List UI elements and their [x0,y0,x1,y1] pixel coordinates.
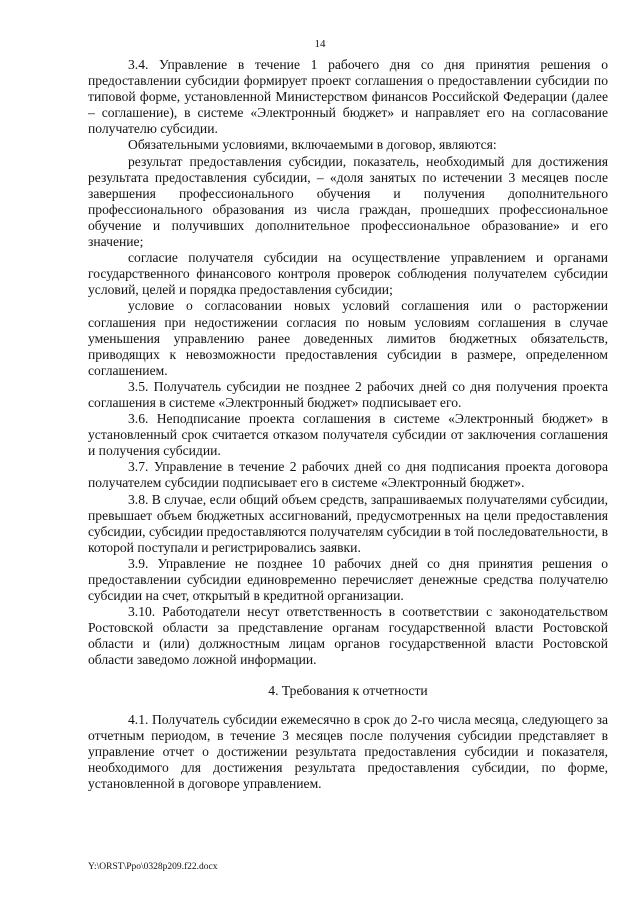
paragraph-3-7: 3.7. Управление в течение 2 рабочих дней со дня подписания проекта договора получателем субсидии подписывает его в системе «Электронный бюджет». [88,459,608,491]
paragraph-3-8: 3.8. В случае, если общий объем средств, запрашиваемых получателями субсидии, превышает объем бюджетных ассигнований, предусмотренных на цели предоставления субсидии, субсидии предоставляются получателям субсидии в той последовательности, в которой поступали и регистрировались заявки. [88,491,608,555]
paragraph-4-1: 4.1. Получатель субсидии ежемесячно в срок до 2-го числа месяца, следующего за отчетным периодом, в течение 3 месяцев после получения субсидии представляет в управление отчет о достижении результата предоставления субсидии и показателя, необходимого для достижения результата предоставления субсидии, по форме, установленной в договоре управлением. [88,711,608,792]
page-number: 14 [314,38,326,50]
paragraph-conditions-intro: Обязательными условиями, включаемыми в договор, являются: [128,137,497,153]
paragraph-3-6: 3.6. Неподписание проекта соглашения в системе «Электронный бюджет» в установленный срок считается отказом получателя субсидии от заключения соглашения и получения субсидии. [88,411,608,459]
footer-file-path: Y:\ORST\Ppo\0328p209.f22.docx [88,862,218,872]
paragraph-3-4: 3.4. Управление в течение 1 рабочего дня со дня принятия решения о предоставлении субсидии формирует проект соглашения о предоставлении субсидии по типовой форме, установленной Министерством финансов Российской Федерации (далее – соглашение), в системе «Электронный бюджет» и направляет его на согласование получателю субсидии. [88,57,608,137]
document-body [88,57,608,792]
paragraph-3-5: 3.5. Получатель субсидии не позднее 2 рабочих дней со дня получения проекта соглашения в системе «Электронный бюджет» подписывает его. [88,378,608,410]
section-heading: 4. Требования к отчетности [268,682,428,698]
paragraph-condition-agreement: условие о согласовании новых условий соглашения или о расторжении соглашения при недостижении согласия по новым условиям соглашения в случае уменьшения управлению ранее доведенных лимитов бюджетных обязательств, приводящих к невозможности предоставления субсидии в размере, определенном соглашением. [88,298,608,378]
paragraph-condition-result: результат предоставления субсидии, показатель, необходимый для достижения результата предоставления субсидии, – «доля занятых по истечении 3 месяцев после завершения профессионального обучения и получения дополнительного профессионального образования из числа граждан, прошедших профессиональное обучение и получивших дополнительное профессиональное образование» и его значение; [88,153,608,250]
paragraph-3-10: 3.10. Работодатели несут ответственность в соответствии с законодательством Ростовской области за представление органам государственной власти Ростовской области и (или) должностным лицам органов государственной власти Ростовской области заведомо ложной информации. [88,604,608,668]
paragraph-3-9: 3.9. Управление не позднее 10 рабочих дней со дня принятия решения о предоставлении субсидии единовременно перечисляет денежные средства получателю субсидии на счет, открытый в кредитной организации. [88,555,608,604]
paragraph-condition-consent: согласие получателя субсидии на осуществление управлением и органами государственного финансового контроля проверок соблюдения получателем субсидии условий, целей и порядка предоставления субсидии; [88,250,608,298]
